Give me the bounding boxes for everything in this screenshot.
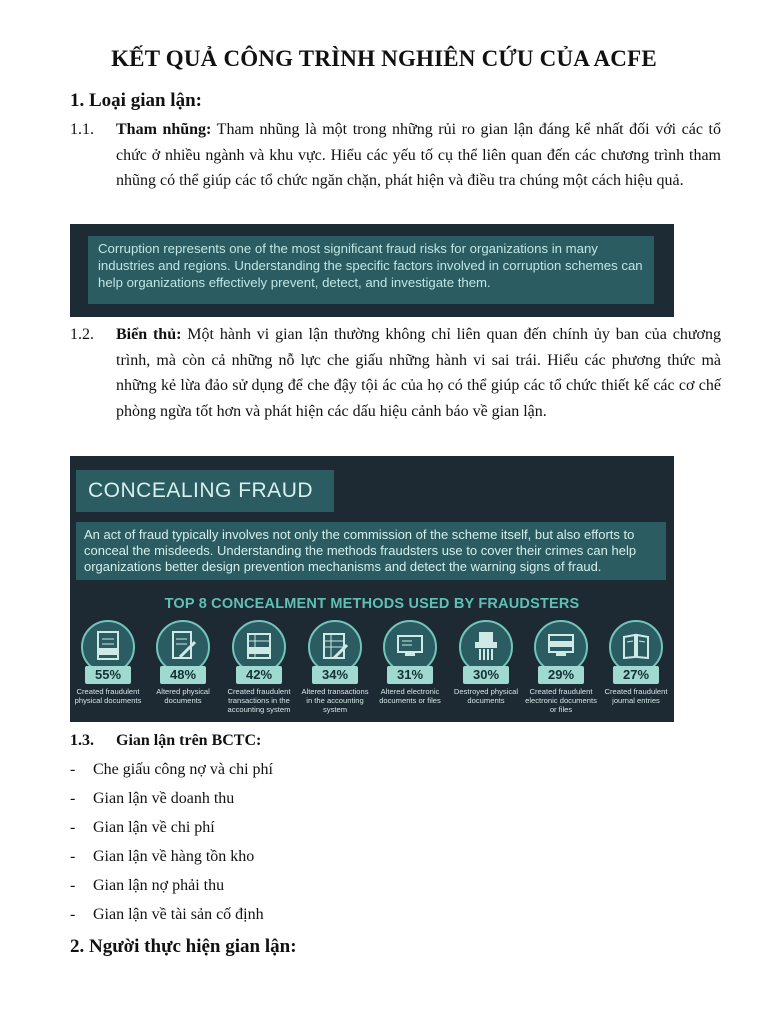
list-item-text: Gian lận về tài sản cố định	[93, 906, 264, 923]
item-1-1-term: Tham nhũng:	[116, 121, 212, 138]
method-label: Created fraudulent electronic documents or files	[525, 687, 597, 714]
method-item	[147, 620, 219, 705]
list-item-text: Gian lận về doanh thu	[93, 790, 235, 807]
item-1-3-number: 1.3.	[70, 732, 94, 749]
method-percent: 27%	[613, 666, 659, 684]
concealment-methods	[70, 620, 674, 720]
method-percent: 30%	[463, 666, 509, 684]
method-label: Created fraudulent transactions in the accounting system	[227, 687, 291, 714]
list-item: - Gian lận về hàng tồn kho	[70, 848, 255, 865]
infographic-description: An act of fraud typically involves not only the commission of the scheme itself, but also efforts to conceal the misdeeds. Understanding the methods fraudsters use to cover their crimes can help organizations better design prevention mechanisms and detect the warning signs of fraud.	[76, 522, 666, 580]
item-1-2-number: 1.2.	[70, 326, 94, 343]
method-item	[450, 620, 522, 705]
method-label: Altered transactions in the accounting system	[301, 687, 369, 714]
method-item	[600, 620, 672, 705]
list-item: - Gian lận về chi phí	[70, 819, 215, 836]
item-1-1-paragraph	[116, 117, 721, 194]
infographic-subtitle: TOP 8 CONCEALMENT METHODS USED BY FRAUDSTERS	[164, 596, 580, 612]
method-label: Created fraudulent journal entries	[604, 687, 668, 705]
list-item-text: Gian lận nợ phải thu	[93, 877, 225, 894]
corruption-banner	[70, 224, 674, 317]
method-item	[72, 620, 144, 705]
list-item: - Gian lận về doanh thu	[70, 790, 235, 807]
list-item: - Gian lận nợ phải thu	[70, 877, 225, 894]
method-percent: 55%	[85, 666, 131, 684]
corruption-banner-text: Corruption represents one of the most significant fraud risks for organizations in many industries and regions. Understanding the specific factors involved in corruption schemes can help organizations effectively prevent, detect, and investigate them.	[88, 236, 654, 304]
list-item: - Che giấu công nợ và chi phí	[70, 761, 273, 778]
item-1-1-number: 1.1.	[70, 121, 94, 138]
item-1-2-term: Biển thủ:	[116, 326, 182, 343]
method-item	[525, 620, 597, 714]
method-percent: 42%	[236, 666, 282, 684]
method-label: Altered physical documents	[156, 687, 210, 705]
list-item: - Gian lận về tài sản cố định	[70, 906, 264, 923]
method-percent: 29%	[538, 666, 584, 684]
item-1-1-text: Tham nhũng là một trong những rủi ro gian lận đáng kể nhất đối với các tổ chức ở nhiều ngành và khu vực. Hiểu các yếu tố cụ thể liên quan đến các chương trình tham nhũng có thể giúp các tổ chức ngăn chặn, phát hiện và điều tra chúng một cách hiệu quả.	[116, 121, 721, 189]
section-1-heading: 1. Loại gian lận:	[70, 90, 202, 111]
page-title: KẾT QUẢ CÔNG TRÌNH NGHIÊN CỨU CỦA ACFE	[111, 46, 657, 71]
list-item-text: Che giấu công nợ và chi phí	[93, 761, 273, 778]
method-item	[299, 620, 371, 714]
method-percent: 48%	[160, 666, 206, 684]
method-label: Created fraudulent physical documents	[74, 687, 142, 705]
list-item-text: Gian lận về chi phí	[93, 819, 215, 836]
list-item-text: Gian lận về hàng tồn kho	[93, 848, 255, 865]
section-2-heading: 2. Người thực hiện gian lận:	[70, 936, 297, 957]
method-item	[223, 620, 295, 714]
item-1-3-heading: Gian lận trên BCTC:	[116, 732, 262, 749]
method-item	[374, 620, 446, 705]
method-label: Altered electronic documents or files	[379, 687, 441, 705]
method-label: Destroyed physical documents	[453, 687, 519, 705]
method-percent: 34%	[312, 666, 358, 684]
infographic-title: CONCEALING FRAUD	[76, 470, 334, 512]
item-1-2-text: Một hành vi gian lận thường không chỉ liên quan đến chính ủy ban của chương trình, mà còn cả những nỗ lực che giấu những hành vi sai trái. Hiểu các phương thức mà những kẻ lừa đảo sử dụng để che đậy tội ác của họ có thể giúp các tổ chức thiết kế các cơ chế phòng ngừa tốt hơn và phát hiện các dấu hiệu cảnh báo về gian lận.	[116, 326, 721, 420]
method-percent: 31%	[387, 666, 433, 684]
concealing-fraud-infographic	[70, 456, 674, 722]
item-1-2-paragraph	[116, 322, 721, 424]
